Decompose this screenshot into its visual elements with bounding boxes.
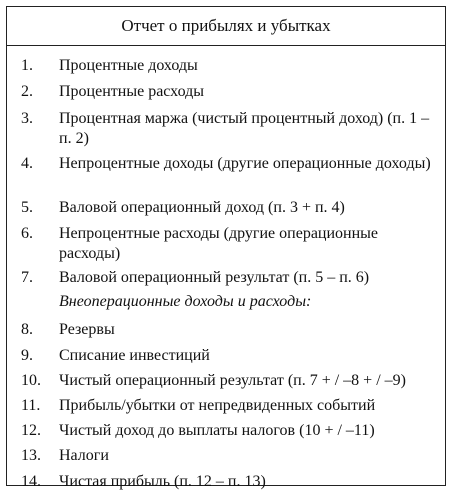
row-text: Чистый операционный результат (п. 7 + / –8 + / –9) [59,372,406,389]
row-number: 9. [21,347,33,364]
row-number: 6. [21,225,33,242]
section-subheading: Внеоперационные доходы и расходы: [59,293,312,310]
row-text: Процентная маржа (чистый процентный доход) (п. 1 – п. 2) [59,110,430,147]
row-number: 1. [21,57,33,74]
row-number: 2. [21,83,33,100]
table-title: Отчет о прибылях и убытках [7,7,445,46]
row-text: Налоги [59,447,109,464]
row-number: 10. [21,372,41,389]
row-text: Резервы [59,321,115,338]
row-number: 5. [21,199,33,216]
row-number: 14. [21,473,41,490]
row-text: Прибыль/убытки от непредвиденных событий [59,397,376,414]
row-text: Валовой операционный доход (п. 3 + п. 4) [59,199,345,216]
row-number: 8. [21,321,33,338]
row-text: Чистый доход до выплаты налогов (10 + / –11) [59,422,375,439]
row-text: Списание инвестиций [59,347,210,364]
row-text: Процентные доходы [59,57,198,74]
row-number: 13. [21,447,41,464]
row-text: Непроцентные доходы (другие операционные доходы) [59,155,431,172]
row-number: 3. [21,110,33,127]
row-text: Процентные расходы [59,83,204,100]
row-number: 7. [21,269,33,286]
row-text: Чистая прибыль (п. 12 – п. 13) [59,473,266,490]
income-statement-table [6,6,446,490]
row-number: 12. [21,422,41,439]
row-number: 11. [21,397,41,414]
row-text: Непроцентные расходы (другие операционные расходы) [59,225,379,262]
row-number: 4. [21,155,33,172]
row-text: Валовой операционный результат (п. 5 – п. 6) [59,269,370,286]
